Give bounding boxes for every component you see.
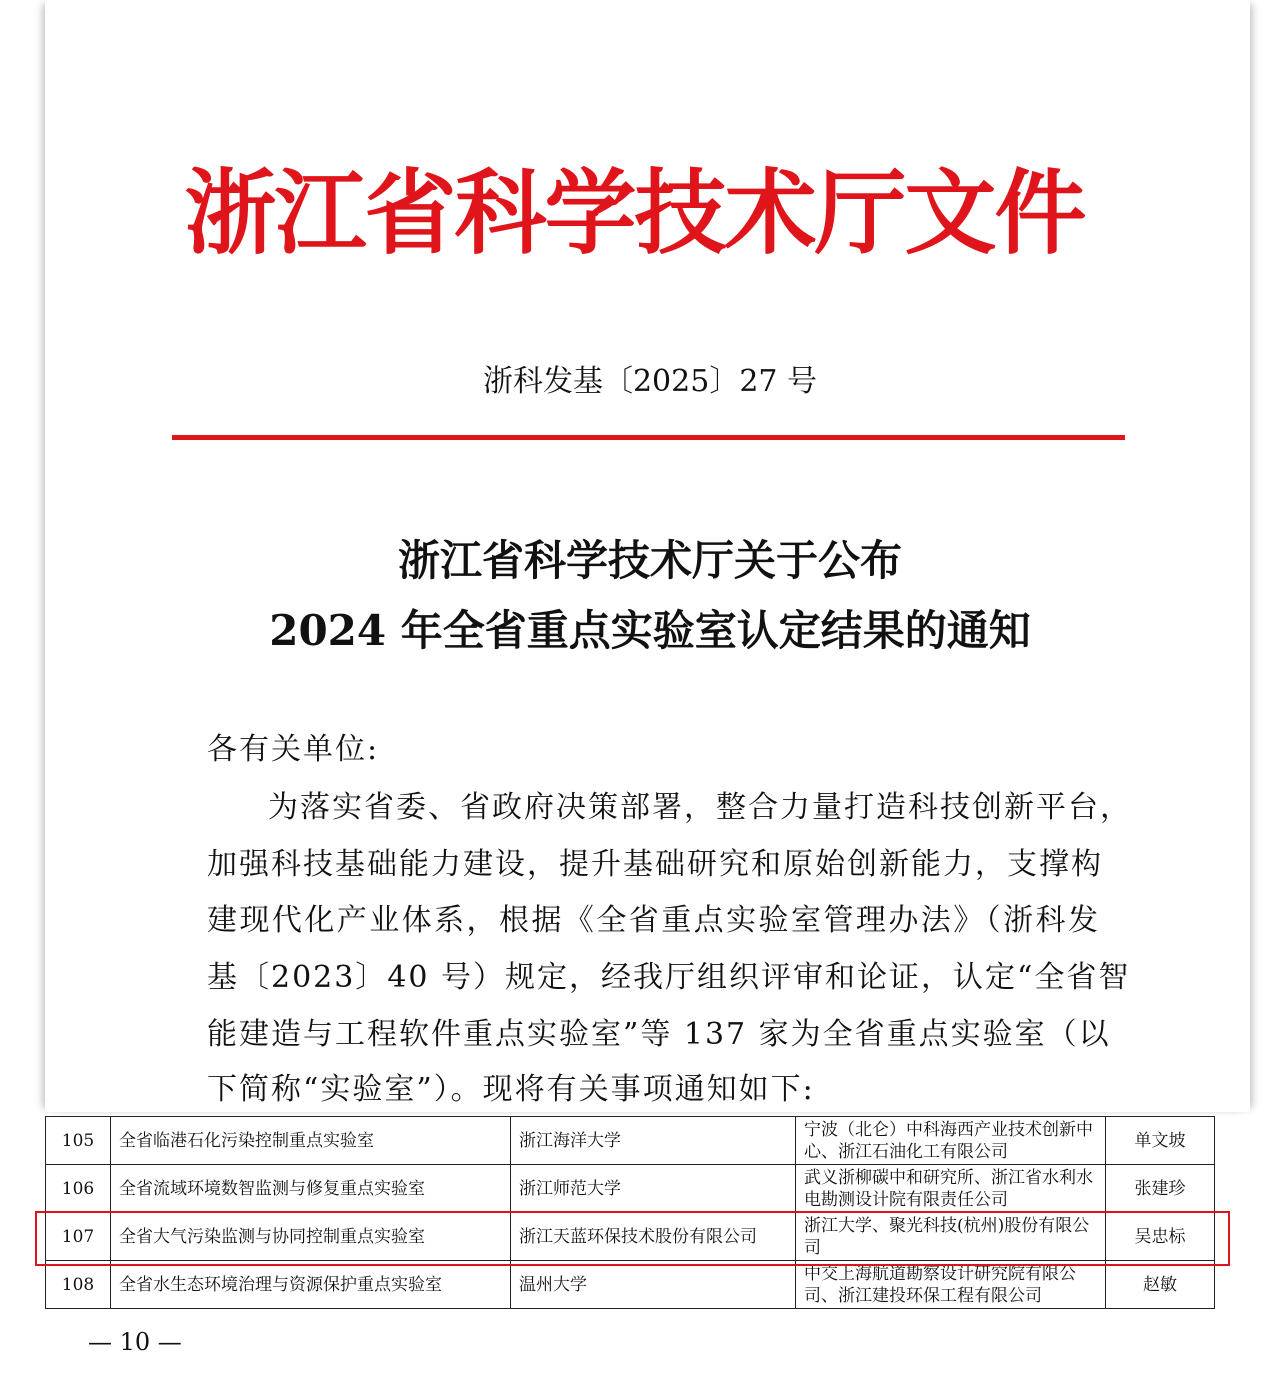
row-number: 108 (46, 1261, 111, 1309)
highlight-box (35, 1211, 1230, 1266)
document-header-title: 浙江省科学技术厅文件 (184, 159, 1085, 267)
page-number: — 10 — (88, 1328, 182, 1356)
lead-unit: 温州大学 (511, 1261, 796, 1309)
body-line: 为落实省委、省政府决策部署，整合力量打造科技创新平台， (268, 790, 1132, 825)
partner-units: 武义浙柳碳中和研究所、浙江省水利水电勘测设计院有限责任公司 (796, 1165, 1106, 1213)
director: 赵敏 (1106, 1261, 1215, 1309)
table-row (46, 1117, 1215, 1165)
lab-name: 全省大气污染监测与协同控制重点实验室 (111, 1213, 511, 1261)
director: 张建珍 (1106, 1165, 1215, 1213)
row-number: 105 (46, 1117, 111, 1165)
row-number: 106 (46, 1165, 111, 1213)
director: 吴忠标 (1106, 1213, 1215, 1261)
body-line: 加强科技基础能力建设，提升基础研究和原始创新能力，支撑构 (207, 847, 1103, 882)
red-divider (172, 435, 1125, 440)
salutation: 各有关单位: (207, 732, 380, 767)
body-line: 基〔2023〕40 号）规定，经我厅组织评审和论证，认定“全省智 (207, 960, 1131, 995)
table-row (46, 1165, 1215, 1213)
lab-name: 全省水生态环境治理与资源保护重点实验室 (111, 1261, 511, 1309)
document-number: 浙科发基〔2025〕27 号 (482, 364, 818, 399)
lead-unit: 浙江天蓝环保技术股份有限公司 (511, 1213, 796, 1261)
table-row (46, 1261, 1215, 1309)
partner-units: 宁波（北仑）中科海西产业技术创新中心、浙江石油化工有限公司 (796, 1117, 1106, 1165)
director: 单文坡 (1106, 1117, 1215, 1165)
lead-unit: 浙江师范大学 (511, 1165, 796, 1213)
partner-units: 浙江大学、聚光科技(杭州)股份有限公司 (796, 1213, 1106, 1261)
lead-unit: 浙江海洋大学 (511, 1117, 796, 1165)
row-number: 107 (46, 1213, 111, 1261)
body-line: 能建造与工程软件重点实验室”等 137 家为全省重点实验室（以 (207, 1017, 1111, 1052)
lab-name: 全省临港石化污染控制重点实验室 (111, 1117, 511, 1165)
notice-title-line-2: 2024 年全省重点实验室认定结果的通知 (269, 606, 1031, 655)
body-line: 建现代化产业体系，根据《全省重点实验室管理办法》（浙科发 (207, 903, 1100, 938)
notice-title-line-1: 浙江省科学技术厅关于公布 (397, 536, 902, 585)
body-line: 下简称“实验室”）。现将有关事项通知如下: (207, 1072, 815, 1107)
lab-name: 全省流域环境数智监测与修复重点实验室 (111, 1165, 511, 1213)
partner-units: 中交上海航道勘察设计研究院有限公司、浙江建投环保工程有限公司 (796, 1261, 1106, 1309)
